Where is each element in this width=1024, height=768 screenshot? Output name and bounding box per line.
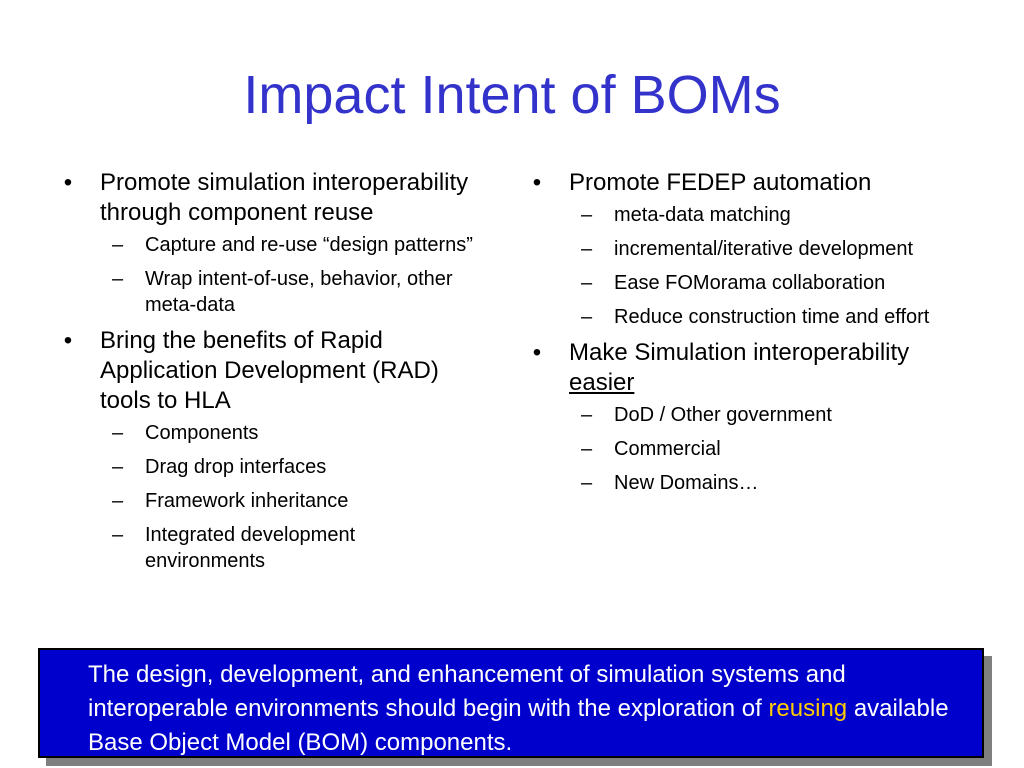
sub-bullet-text: Reduce construction time and effort (614, 306, 930, 328)
right-column (527, 168, 967, 504)
sub-bullet-item (100, 522, 478, 574)
bullet-text: Bring the benefits of Rapid Application Development (RAD) tools to HLA (100, 327, 439, 414)
bullet-text-plain: Make Simulation interoperability (569, 339, 910, 366)
sub-bullet-list (100, 232, 478, 318)
dash-glyph: – (581, 238, 593, 260)
dash-glyph: – (112, 490, 124, 512)
sub-bullet-text: New Domains… (614, 472, 759, 494)
sub-bullet-item (569, 402, 967, 428)
dash-glyph: – (581, 472, 593, 494)
sub-bullet-item (100, 454, 478, 480)
sub-bullet-list (569, 402, 967, 496)
callout-text: The design, development, and enhancement of simulation systems and interoperable environments should begin with the exploration of (88, 661, 846, 722)
bullet-item (527, 168, 967, 330)
sub-bullet-text: Capture and re-use “design patterns” (145, 234, 473, 256)
sub-bullet-item (569, 304, 967, 330)
sub-bullet-item (569, 470, 967, 496)
sub-bullet-text: Framework inheritance (145, 490, 349, 512)
sub-bullet-item (100, 266, 478, 318)
sub-bullet-item (569, 436, 967, 462)
bullet-item (58, 168, 478, 318)
dash-glyph: – (112, 456, 124, 478)
dash-glyph: – (581, 306, 593, 328)
left-column (58, 168, 478, 582)
sub-bullet-text: Drag drop interfaces (145, 456, 327, 478)
sub-bullet-item (100, 232, 478, 258)
right-bullet-list (527, 168, 967, 496)
bullet-item (58, 326, 478, 574)
dash-glyph: – (112, 422, 124, 444)
sub-bullet-item (569, 236, 967, 262)
dash-glyph: – (112, 234, 124, 256)
dash-glyph: – (581, 272, 593, 294)
sub-bullet-list (569, 202, 967, 330)
sub-bullet-item (100, 488, 478, 514)
sub-bullet-text: Commercial (614, 438, 721, 460)
bullet-text: Promote FEDEP automation (569, 169, 872, 196)
callout-highlight: reusing (768, 695, 848, 722)
dash-glyph: – (581, 404, 593, 426)
dash-glyph: – (581, 204, 593, 226)
bullet-item (527, 338, 967, 496)
sub-bullet-text: Integrated development environments (145, 524, 356, 572)
callout-box (38, 648, 984, 758)
sub-bullet-text: Components (145, 422, 259, 444)
underlined-word: easier (569, 369, 635, 396)
dash-glyph: – (581, 438, 593, 460)
left-bullet-list (58, 168, 478, 574)
callout-text-end: available Base Object Model (BOM) components. (88, 695, 949, 756)
dash-glyph: – (112, 268, 124, 290)
sub-bullet-text: Wrap intent-of-use, behavior, other meta-data (145, 268, 453, 316)
sub-bullet-text: meta-data matching (614, 204, 791, 226)
sub-bullet-text: DoD / Other government (614, 404, 832, 426)
bullet-glyph: • (63, 169, 73, 196)
sub-bullet-text: incremental/iterative development (614, 238, 914, 260)
slide-title: Impact Intent of BOMs (243, 65, 781, 125)
sub-bullet-list (100, 420, 478, 574)
bullet-text (569, 339, 909, 396)
dash-glyph: – (112, 524, 124, 546)
bullet-text: Promote simulation interoperability through component reuse (100, 169, 469, 226)
bullet-glyph: • (532, 169, 542, 196)
bullet-glyph: • (532, 339, 542, 366)
sub-bullet-item (100, 420, 478, 446)
sub-bullet-text: Ease FOMorama collaboration (614, 272, 886, 294)
bullet-glyph: • (63, 327, 73, 354)
sub-bullet-item (569, 270, 967, 296)
sub-bullet-item (569, 202, 967, 228)
